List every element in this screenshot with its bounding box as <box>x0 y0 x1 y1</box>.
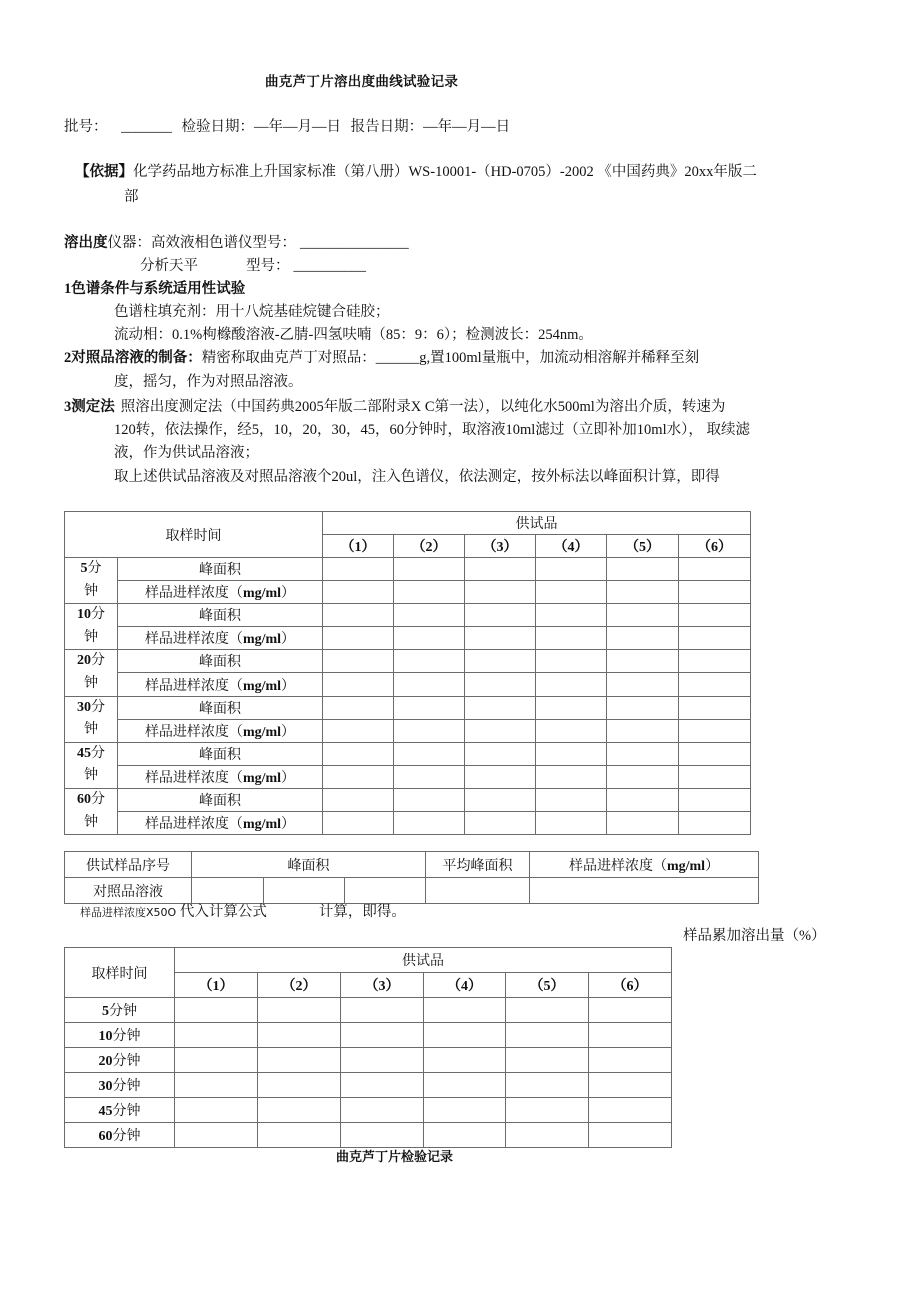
peak-area-cell <box>536 558 607 581</box>
sampling-time-cell <box>65 1073 175 1098</box>
concentration-cell <box>679 627 751 650</box>
peak-area-cell <box>607 696 679 719</box>
concentration-label <box>118 765 323 788</box>
cumulative-release-cell <box>506 1073 589 1098</box>
section3-line: 120转，依法操作，经5，10，20，30，45，60分钟时，取溶液10ml滤过（立即补加10ml水）， 取续滤 <box>114 422 750 438</box>
peak-area-label: 峰面积 <box>118 604 323 627</box>
sample-column-label: （3） <box>482 540 518 555</box>
cumulative-release-row <box>65 1023 672 1048</box>
cumulative-release-cell <box>258 1023 341 1048</box>
sample-column-label: （5） <box>625 540 660 555</box>
concentration-cell <box>394 812 465 835</box>
concentration-label-prefix: 样品进样浓度（ <box>144 770 243 786</box>
concentration-cell <box>394 765 465 788</box>
concentration-cell <box>394 719 465 742</box>
sample-column-header <box>506 973 589 998</box>
formula-note-text: 代入计算公式 <box>179 904 267 920</box>
peak-area-cell <box>323 604 394 627</box>
concentration-label-unit: mg/ml <box>242 724 282 740</box>
peak-area-label: 峰面积 <box>118 650 323 673</box>
sample-column-label: （6） <box>697 540 733 555</box>
sampling-time-cell <box>65 1123 175 1148</box>
concentration-cell <box>323 627 394 650</box>
cumulative-release-row <box>65 1048 672 1073</box>
document-title: 曲克芦丁片溶出度曲线试验记录 <box>265 74 459 90</box>
sampling-time-number: 20 <box>77 653 91 669</box>
sample-column-header <box>258 973 341 998</box>
peak-area-cell <box>679 696 751 719</box>
peak-area-cell <box>607 742 679 765</box>
conc-cell <box>530 878 759 904</box>
footer-title: 曲克芦丁片检验记录 <box>336 1150 454 1165</box>
sample-column-header <box>341 973 424 998</box>
concentration-cell <box>679 719 751 742</box>
peak-area-cell <box>536 696 607 719</box>
concentration-label-prefix: 样品进样浓度（ <box>144 586 243 602</box>
cumulative-release-cell <box>424 1023 506 1048</box>
sampling-time-unit: 分 <box>91 607 105 623</box>
concentration-row <box>65 719 751 742</box>
section2-text: 精密称取曲克芦丁对照品： <box>201 350 376 366</box>
concentration-label-suffix: ） <box>281 770 296 786</box>
peak-area-cell <box>679 742 751 765</box>
peak-area-cell-2 <box>264 878 345 904</box>
concentration-row <box>65 581 751 604</box>
section1-line: 流动相：0.1%枸橼酸溶液-乙腈-四氢呋喃（85：9：6）；检测波长：254nm。 <box>114 327 593 343</box>
peak-area-label: 峰面积 <box>118 558 323 581</box>
concentration-cell <box>679 812 751 835</box>
sample-column-label: （5） <box>529 979 565 994</box>
cumulative-release-cell <box>589 1073 672 1098</box>
section2-line <box>64 348 699 368</box>
sampling-time-cell <box>65 1023 175 1048</box>
section2-text2: g,置100ml量瓶中，加流动相溶解并稀释至刻 <box>419 350 700 366</box>
balance-model-label: 型号： <box>246 258 290 274</box>
peak-area-cell-3 <box>345 878 426 904</box>
cumulative-release-row <box>65 1123 672 1148</box>
peak-area-cell <box>323 696 394 719</box>
cumulative-release-cell <box>341 1123 424 1148</box>
sampling-time-unit2: 钟 <box>84 583 98 599</box>
sampling-time-unit2: 钟 <box>84 814 98 830</box>
concentration-row <box>65 627 751 650</box>
peak-area-cell <box>394 696 465 719</box>
cumulative-release-cell <box>175 1048 258 1073</box>
cumulative-release-cell <box>589 1023 672 1048</box>
sampling-time-minutes <box>65 697 117 720</box>
conc-header-suffix: ） <box>705 858 720 874</box>
concentration-label-suffix: ） <box>281 817 296 833</box>
cumulative-release-label: 样品累加溶出量（%） <box>683 928 826 944</box>
peak-area-cell <box>679 650 751 673</box>
peak-area-cell <box>323 742 394 765</box>
concentration-cell <box>323 673 394 696</box>
concentration-label-suffix: ） <box>281 678 296 694</box>
conc-header-unit: mg/ml <box>666 858 706 874</box>
peak-area-cell <box>536 742 607 765</box>
peak-area-cell <box>536 650 607 673</box>
cumulative-release-row <box>65 998 672 1023</box>
basis-line <box>75 162 757 182</box>
concentration-cell <box>607 673 679 696</box>
peak-area-cell <box>607 558 679 581</box>
peak-area-cell <box>323 788 394 811</box>
concentration-cell <box>607 812 679 835</box>
peak-area-row <box>65 742 751 765</box>
test-sample-header: 供试品 <box>323 512 751 535</box>
cumulative-release-cell <box>258 998 341 1023</box>
sampling-time-cell <box>65 558 118 604</box>
peak-area-cell <box>679 788 751 811</box>
concentration-label-unit: mg/ml <box>242 678 282 694</box>
sampling-time-number: 10 <box>77 607 91 623</box>
section3-line <box>64 397 725 417</box>
batch-label: 批号： <box>64 119 108 135</box>
formula-note-text2: 计算，即得。 <box>318 904 406 920</box>
concentration-cell <box>536 765 607 788</box>
concentration-label <box>118 627 323 650</box>
sampling-time-unit: 分 <box>91 745 105 761</box>
cumulative-release-cell <box>341 1073 424 1098</box>
avg-peak-area-header: 平均峰面积 <box>426 852 530 878</box>
batch-number-field: _______ <box>121 119 172 135</box>
sampling-time-number: 5 <box>80 561 88 576</box>
peak-area-cell <box>607 788 679 811</box>
sampling-time-cell <box>65 1048 175 1073</box>
sample-column-header <box>465 535 536 558</box>
cumulative-release-cell <box>589 1048 672 1073</box>
peak-area-cell <box>607 604 679 627</box>
peak-area-cell <box>394 604 465 627</box>
sampling-time-number: 5 <box>102 1004 109 1019</box>
sampling-time-number: 20 <box>98 1054 113 1069</box>
hplc-model-label: 仪器：高效液相色谱仪型号： <box>107 235 296 251</box>
concentration-label-prefix: 样品进样浓度（ <box>144 678 243 694</box>
concentration-row <box>65 812 751 835</box>
section3-heading: 3测定法 <box>64 399 115 415</box>
sampling-time-minutes <box>65 743 117 766</box>
cumulative-release-cell <box>424 1048 506 1073</box>
peak-area-cell <box>394 650 465 673</box>
concentration-label-suffix: ） <box>281 632 296 648</box>
section1-line: 色谱柱填充剂：用十八烷基硅烷键合硅胶； <box>114 304 390 320</box>
sample-column-header <box>536 535 607 558</box>
concentration-cell <box>465 627 536 650</box>
sampling-time-unit2: 钟 <box>84 768 98 784</box>
concentration-cell <box>465 673 536 696</box>
concentration-row <box>65 673 751 696</box>
reference-weight-field: ______ <box>375 350 420 366</box>
cumulative-release-cell <box>341 998 424 1023</box>
conc-header <box>530 852 759 878</box>
sample-column-header <box>589 973 672 998</box>
sampling-time-unit: 分 <box>87 561 102 576</box>
sampling-time-number: 10 <box>98 1029 113 1044</box>
concentration-cell <box>607 765 679 788</box>
peak-area-cell <box>679 604 751 627</box>
test-sample-header: 供试品 <box>175 948 672 973</box>
sampling-time-unit2: 钟 <box>84 722 98 738</box>
sample-column-header <box>394 535 465 558</box>
sampling-time-number: 45 <box>98 1104 113 1119</box>
peak-area-row <box>65 696 751 719</box>
section3-text: 照溶出度测定法（中国药典2005年版二部附录X C第一法），以纯化水500ml为溶出介质，转速为 <box>120 399 726 415</box>
concentration-cell <box>323 765 394 788</box>
sampling-time-unit: 分 <box>91 653 105 669</box>
header-fields <box>64 117 510 137</box>
concentration-cell <box>607 627 679 650</box>
concentration-label-unit: mg/ml <box>242 632 282 648</box>
cumulative-release-row <box>65 1073 672 1098</box>
sampling-time-cell <box>65 1098 175 1123</box>
concentration-label-prefix: 样品进样浓度（ <box>144 632 243 648</box>
basis-label: 【依据】 <box>75 164 133 180</box>
concentration-cell <box>323 719 394 742</box>
sample-column-header <box>607 535 679 558</box>
formula-note-small: 样品进样浓度X50O <box>80 906 177 919</box>
peak-area-cell-1 <box>192 878 264 904</box>
concentration-cell <box>323 812 394 835</box>
sampling-time-minutes <box>65 558 117 581</box>
peak-area-cell <box>465 788 536 811</box>
section2-continued: 度，摇匀，作为对照品溶液。 <box>114 374 303 390</box>
concentration-label <box>118 812 323 835</box>
sampling-time-unit: 分 <box>91 699 105 715</box>
balance-line <box>140 256 366 276</box>
concentration-cell <box>394 673 465 696</box>
cumulative-release-cell <box>424 998 506 1023</box>
sampling-time-minutes <box>65 789 117 812</box>
sampling-time-minutes <box>65 604 117 627</box>
concentration-cell <box>536 673 607 696</box>
sample-column-label: （4） <box>447 979 482 994</box>
sampling-time-unit: 分钟 <box>112 1079 141 1094</box>
avg-peak-area-cell <box>426 878 530 904</box>
basis-text: 化学药品地方标准上升国家标准（第八册）WS-10001-（HD-0705）-2002 《中国药典》20xx年版二 <box>133 164 757 180</box>
sampling-time-cell <box>65 650 118 696</box>
peak-area-cell <box>394 742 465 765</box>
sample-column-label: （2） <box>411 540 447 555</box>
sampling-time-unit: 分 <box>91 791 105 807</box>
sampling-time-unit: 分钟 <box>112 1104 141 1119</box>
concentration-label-prefix: 样品进样浓度（ <box>144 817 243 833</box>
sampling-time-cell <box>65 788 118 834</box>
concentration-cell <box>394 627 465 650</box>
report-date: 报告日期：—年—月—日 <box>350 119 511 135</box>
concentration-label-prefix: 样品进样浓度（ <box>144 724 243 740</box>
concentration-cell <box>607 719 679 742</box>
sampling-time-number: 60 <box>77 791 91 807</box>
sample-column-header <box>679 535 751 558</box>
sampling-time-header: 取样时间 <box>65 512 323 558</box>
peak-area-cell <box>465 558 536 581</box>
inspection-date: 检验日期：—年—月—日 <box>181 119 341 135</box>
sampling-time-unit: 分钟 <box>109 1004 137 1019</box>
cumulative-release-cell <box>589 998 672 1023</box>
sampling-time-number: 60 <box>98 1129 113 1144</box>
sampling-time-cell <box>65 998 175 1023</box>
reference-solution-label: 对照品溶液 <box>65 878 192 904</box>
cumulative-release-cell <box>506 1098 589 1123</box>
cumulative-release-cell <box>424 1098 506 1123</box>
peak-area-cell <box>465 650 536 673</box>
cumulative-release-cell <box>506 1048 589 1073</box>
sample-column-label: （6） <box>612 979 648 994</box>
concentration-label <box>118 581 323 604</box>
cumulative-release-cell <box>258 1098 341 1123</box>
peak-area-label: 峰面积 <box>118 742 323 765</box>
peak-area-cell <box>394 558 465 581</box>
cumulative-release-cell <box>175 1098 258 1123</box>
cumulative-release-cell <box>175 1123 258 1148</box>
sampling-time-minutes <box>65 650 117 673</box>
reference-solution-table <box>64 851 759 904</box>
concentration-cell <box>465 719 536 742</box>
concentration-row <box>65 765 751 788</box>
sample-column-label: （1） <box>340 540 376 555</box>
sampling-time-unit: 分钟 <box>112 1129 141 1144</box>
sampling-time-number: 30 <box>77 699 91 715</box>
sampling-time-header: 取样时间 <box>65 948 175 998</box>
peak-area-cell <box>679 558 751 581</box>
cumulative-release-cell <box>175 1023 258 1048</box>
concentration-label <box>118 673 323 696</box>
sampling-time-number: 30 <box>98 1079 113 1094</box>
concentration-cell <box>679 673 751 696</box>
peak-area-cell <box>465 696 536 719</box>
sampling-time-unit: 分钟 <box>112 1029 141 1044</box>
cumulative-release-cell <box>175 998 258 1023</box>
peak-area-cell <box>536 604 607 627</box>
cumulative-release-table <box>64 947 672 1148</box>
sampling-time-cell <box>65 604 118 650</box>
peak-area-concentration-table <box>64 511 751 835</box>
cumulative-release-cell <box>341 1048 424 1073</box>
concentration-cell <box>607 581 679 604</box>
peak-area-cell <box>323 650 394 673</box>
section1-heading: 1色谱条件与系统适用性试验 <box>64 281 246 297</box>
concentration-cell <box>679 581 751 604</box>
peak-area-row <box>65 788 751 811</box>
cumulative-release-cell <box>258 1048 341 1073</box>
section3-line: 取上述供试品溶液及对照品溶液个20ul，注入色谱仪，依法测定，按外标法以峰面积计算，即得 <box>114 469 720 485</box>
concentration-label-unit: mg/ml <box>242 586 282 602</box>
balance-model-field: __________ <box>293 258 366 274</box>
concentration-cell <box>465 581 536 604</box>
sample-column-label: （1） <box>198 979 234 994</box>
cumulative-release-cell <box>506 1023 589 1048</box>
concentration-label <box>118 719 323 742</box>
sample-column-header <box>175 973 258 998</box>
peak-area-row <box>65 604 751 627</box>
sample-column-header <box>323 535 394 558</box>
basis-text-continued: 部 <box>124 189 139 205</box>
concentration-cell <box>465 765 536 788</box>
balance-label: 分析天平 <box>140 258 198 274</box>
cumulative-release-cell <box>506 998 589 1023</box>
cumulative-release-cell <box>341 1098 424 1123</box>
cumulative-release-cell <box>589 1098 672 1123</box>
formula-note <box>80 902 406 923</box>
peak-area-cell <box>607 650 679 673</box>
concentration-label-suffix: ） <box>281 586 296 602</box>
concentration-label-suffix: ） <box>281 724 296 740</box>
sample-column-header <box>424 973 506 998</box>
cumulative-release-cell <box>589 1123 672 1148</box>
cumulative-release-cell <box>258 1073 341 1098</box>
sample-no-header: 供试样品序号 <box>65 852 192 878</box>
concentration-cell <box>323 581 394 604</box>
concentration-cell <box>394 581 465 604</box>
concentration-label-unit: mg/ml <box>242 770 282 786</box>
conc-header-prefix: 样品进样浓度（ <box>568 858 667 874</box>
peak-area-row <box>65 650 751 673</box>
concentration-cell <box>536 812 607 835</box>
cumulative-release-row <box>65 1098 672 1123</box>
cumulative-release-cell <box>424 1073 506 1098</box>
sampling-time-unit: 分钟 <box>112 1054 141 1069</box>
peak-area-header: 峰面积 <box>192 852 426 878</box>
peak-area-cell <box>323 558 394 581</box>
concentration-cell <box>536 719 607 742</box>
concentration-cell <box>679 765 751 788</box>
concentration-label-unit: mg/ml <box>242 817 282 833</box>
sampling-time-cell <box>65 742 118 788</box>
peak-area-cell <box>465 742 536 765</box>
cumulative-release-cell <box>506 1123 589 1148</box>
sampling-time-unit2: 钟 <box>84 629 98 645</box>
cumulative-release-cell <box>341 1023 424 1048</box>
instrument-line <box>64 233 409 253</box>
section2-heading: 2对照品溶液的制备： <box>64 350 202 366</box>
peak-area-row <box>65 558 751 581</box>
sample-column-label: （3） <box>364 979 400 994</box>
cumulative-release-cell <box>424 1123 506 1148</box>
peak-area-cell <box>465 604 536 627</box>
sampling-time-number: 45 <box>77 745 91 761</box>
peak-area-cell <box>536 788 607 811</box>
sampling-time-cell <box>65 696 118 742</box>
sample-column-label: （2） <box>281 979 317 994</box>
sample-column-label: （4） <box>553 540 589 555</box>
concentration-cell <box>536 581 607 604</box>
hplc-model-field: _______________ <box>300 235 409 251</box>
section3-line: 液，作为供试品溶液； <box>114 445 259 461</box>
concentration-cell <box>465 812 536 835</box>
peak-area-label: 峰面积 <box>118 696 323 719</box>
concentration-cell <box>536 627 607 650</box>
peak-area-label: 峰面积 <box>118 788 323 811</box>
cumulative-release-cell <box>175 1073 258 1098</box>
sampling-time-unit2: 钟 <box>84 675 98 691</box>
cumulative-release-cell <box>258 1123 341 1148</box>
peak-area-cell <box>394 788 465 811</box>
dissolution-label: 溶出度 <box>64 235 108 251</box>
